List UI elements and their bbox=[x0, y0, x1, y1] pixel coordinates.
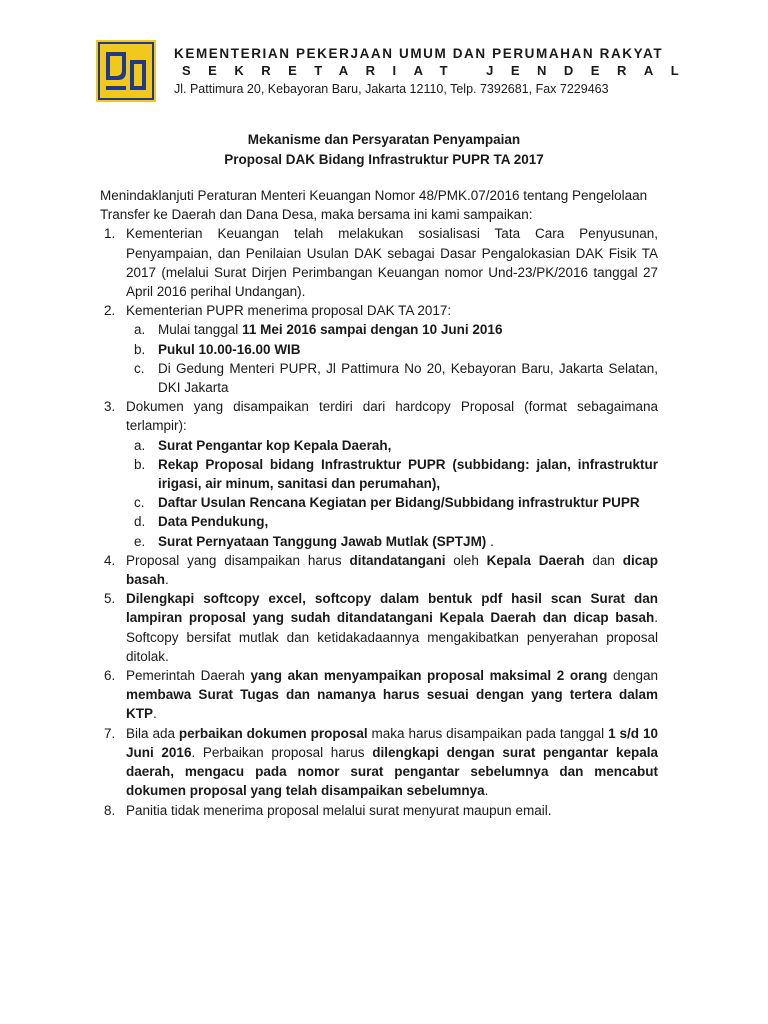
list-item-text: perbaikan dokumen proposal bbox=[178, 725, 368, 741]
list-item bbox=[100, 551, 658, 589]
list-item-text: Dokumen yang disampaikan terdiri dari hardcopy Proposal (format sebagaimana terlampir): bbox=[126, 399, 658, 434]
list-item-text: Pemerintah Daerah bbox=[126, 668, 251, 684]
list-item-text: dicap basah bbox=[126, 552, 659, 588]
list-item-text: Panitia tidak menerima proposal melalui surat menyurat maupun email. bbox=[126, 802, 552, 818]
title-line-1: Mekanisme dan Persyaratan Penyampaian bbox=[247, 132, 521, 147]
list-item bbox=[100, 301, 658, 397]
document-title bbox=[100, 130, 668, 170]
list-number: 6. bbox=[104, 668, 116, 684]
sub-list-letter: c. bbox=[134, 495, 145, 511]
ministry-name: KEMENTERIAN PEKERJAAN UMUM DAN PERUMAHAN RAKYAT bbox=[174, 46, 664, 61]
list-item-text: yang akan menyampaikan proposal maksimal 2 orang bbox=[250, 668, 608, 684]
list-number: 5. bbox=[104, 591, 116, 607]
list-item bbox=[100, 801, 658, 820]
sub-item-text: Di Gedung Menteri PUPR, Jl Pattimura No 20, Kebayoran Baru, Jakarta Selatan, DKI Jakarta bbox=[158, 360, 658, 396]
sub-item-bold-text: Surat Pengantar kop Kepala Daerah, bbox=[158, 437, 392, 453]
letterhead bbox=[174, 46, 697, 96]
list-item-text: dilengkapi dengan surat pengantar kepala daerah, mengacu pada nomor surat pengantar sebelumnya dan mencabut dokumen proposal yang telah disampaikan sebelumnya bbox=[126, 744, 658, 799]
ministry-logo bbox=[96, 40, 156, 102]
list-item-text: dan bbox=[584, 552, 623, 568]
list-number: 4. bbox=[104, 552, 116, 568]
sub-list-item bbox=[126, 436, 658, 455]
list-item bbox=[100, 589, 658, 666]
sub-item-text: . bbox=[486, 533, 494, 549]
sub-list-item bbox=[126, 512, 658, 531]
ministry-address: Jl. Pattimura 20, Kebayoran Baru, Jakarta 12110, Telp. 7392681, Fax 7229463 bbox=[174, 82, 609, 96]
list-item-text: . Softcopy bersifat mutlak dan ketidakadaannya mengakibatkan penyerahan proposal ditolak. bbox=[126, 610, 658, 664]
sub-list-letter: c. bbox=[134, 360, 145, 376]
sub-list-item bbox=[126, 359, 658, 397]
sub-item-bold-text: 11 Mei 2016 sampai dengan 10 Juni 2016 bbox=[242, 322, 503, 338]
list-number: 2. bbox=[104, 303, 116, 319]
title-line-2: Proposal DAK Bidang Infrastruktur PUPR TA 2017 bbox=[224, 152, 544, 167]
sub-list-item bbox=[126, 455, 658, 493]
list-item-text: oleh bbox=[445, 552, 487, 568]
sub-list-letter: b. bbox=[134, 456, 146, 472]
list-item-text: . bbox=[165, 572, 169, 588]
list-item-text: dengan bbox=[607, 668, 658, 684]
list-number: 1. bbox=[104, 226, 116, 242]
list-number: 8. bbox=[104, 802, 116, 818]
sub-list bbox=[126, 436, 658, 551]
sub-list-item bbox=[126, 532, 658, 551]
sub-item-bold-text: Surat Pernyataan Tanggung Jawab Mutlak (SPTJM) bbox=[158, 533, 487, 549]
sub-list-letter: e. bbox=[134, 533, 146, 549]
list-item-text: maka harus disampaikan pada tanggal bbox=[367, 725, 609, 741]
intro-paragraph: Menindaklanjuti Peraturan Menteri Keuangan Nomor 48/PMK.07/2016 tentang Pengelolaan Transfer ke Daerah dan Dana Desa, maka bersama ini kami sampaikan: bbox=[100, 188, 648, 223]
sub-list-letter: a. bbox=[134, 322, 146, 338]
sub-item-text: Mulai tanggal bbox=[158, 322, 243, 338]
list-item-text: ditandatangani bbox=[349, 552, 446, 568]
document-body bbox=[100, 186, 658, 820]
list-item bbox=[100, 224, 658, 301]
list-item-text: . bbox=[484, 783, 489, 799]
list-item bbox=[100, 724, 658, 801]
sub-list-item bbox=[126, 320, 658, 339]
list-item-text: membawa Surat Tugas dan namanya harus sesuai dengan yang tertera dalam KTP bbox=[126, 687, 658, 722]
sub-list-item bbox=[126, 340, 658, 359]
list-number: 7. bbox=[104, 725, 116, 741]
list-item-text: . bbox=[153, 706, 157, 722]
list-item bbox=[100, 397, 658, 551]
list-item-text: Kementerian PUPR menerima proposal DAK TA 2017: bbox=[126, 303, 452, 319]
sub-list-letter: a. bbox=[134, 437, 146, 453]
list-item-text: 1 s/d 10 Juni 2016 bbox=[126, 725, 659, 760]
requirements-list bbox=[100, 224, 658, 819]
sub-item-bold-text: Data Pendukung, bbox=[158, 514, 269, 530]
list-item-text: Proposal yang disampaikan harus bbox=[126, 552, 350, 568]
list-number: 3. bbox=[104, 399, 116, 415]
list-item bbox=[100, 666, 658, 724]
sub-item-bold-text: Rekap Proposal bidang Infrastruktur PUPR (subbidang: jalan, infrastruktur irigasi, air minum, sanitasi dan perumahan), bbox=[158, 456, 658, 492]
sub-list-letter: b. bbox=[134, 341, 146, 357]
list-item-text: Bila ada bbox=[126, 725, 179, 741]
sub-item-bold-text: Pukul 10.00-16.00 WIB bbox=[158, 341, 301, 357]
list-item-text: Kementerian Keuangan telah melakukan sosialisasi Tata Cara Penyusunan, Penyampaian, dan Penilaian Usulan DAK sebagai Dasar Pengalokasian DAK Fisik TA 2017 (melalui Surat Dirjen Perimbangan Keuangan nomor Und-23/PK/2016 tanggal 27 April 2016 perihal Undangan). bbox=[126, 226, 658, 300]
list-item-text: Dilengkapi softcopy excel, softcopy dalam bentuk pdf hasil scan Surat dan lampiran proposal yang sudah ditandatangani Kepala Daerah dan dicap basah bbox=[126, 591, 658, 626]
sub-list-letter: d. bbox=[134, 514, 146, 530]
sub-list bbox=[126, 320, 658, 397]
secretariat-name: SEKRETARIAT JENDERAL bbox=[182, 63, 697, 78]
sub-item-bold-text: Daftar Usulan Rencana Kegiatan per Bidang/Subbidang infrastruktur PUPR bbox=[158, 495, 640, 511]
sub-list-item bbox=[126, 493, 658, 512]
list-item-text: . Perbaikan proposal harus bbox=[191, 744, 373, 760]
list-item-text: Kepala Daerah bbox=[486, 552, 585, 568]
